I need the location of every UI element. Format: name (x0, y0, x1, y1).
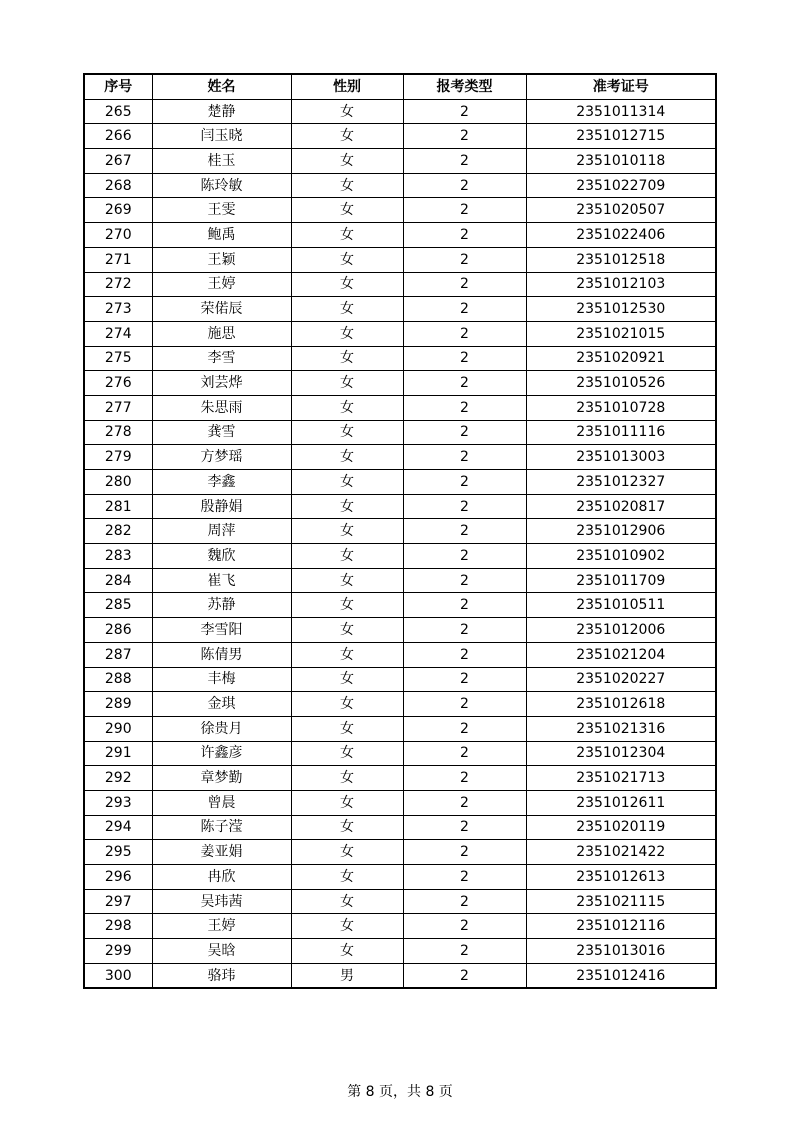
cell-gender: 女 (291, 346, 403, 371)
cell-seq: 288 (84, 667, 152, 692)
cell-exam-type: 2 (403, 667, 526, 692)
cell-name: 殷静娟 (152, 494, 291, 519)
cell-ticket-number: 2351010902 (526, 544, 716, 569)
cell-ticket-number: 2351021316 (526, 716, 716, 741)
cell-ticket-number: 2351020227 (526, 667, 716, 692)
cell-gender: 女 (291, 889, 403, 914)
cell-name: 许鑫彦 (152, 741, 291, 766)
table-row (84, 568, 716, 593)
cell-ticket-number: 2351012715 (526, 124, 716, 149)
table-row (84, 939, 716, 964)
cell-ticket-number: 2351021204 (526, 642, 716, 667)
cell-ticket-number: 2351010118 (526, 149, 716, 174)
cell-gender: 女 (291, 716, 403, 741)
cell-name: 方梦瑶 (152, 445, 291, 470)
cell-gender: 女 (291, 149, 403, 174)
cell-gender: 女 (291, 618, 403, 643)
cell-exam-type: 2 (403, 519, 526, 544)
cell-name: 王雯 (152, 198, 291, 223)
cell-seq: 300 (84, 963, 152, 988)
cell-exam-type: 2 (403, 642, 526, 667)
cell-ticket-number: 2351012304 (526, 741, 716, 766)
cell-ticket-number: 2351012611 (526, 790, 716, 815)
cell-ticket-number: 2351020507 (526, 198, 716, 223)
cell-exam-type: 2 (403, 790, 526, 815)
table-row (84, 642, 716, 667)
cell-seq: 292 (84, 766, 152, 791)
cell-exam-type: 2 (403, 766, 526, 791)
cell-name: 章梦勤 (152, 766, 291, 791)
cell-name: 陈玲敏 (152, 173, 291, 198)
cell-name: 吴玮茜 (152, 889, 291, 914)
cell-exam-type: 2 (403, 297, 526, 322)
cell-exam-type: 2 (403, 470, 526, 495)
table-row (84, 865, 716, 890)
cell-ticket-number: 2351012530 (526, 297, 716, 322)
cell-exam-type: 2 (403, 321, 526, 346)
table-row (84, 124, 716, 149)
table-row (84, 173, 716, 198)
cell-name: 桂玉 (152, 149, 291, 174)
cell-name: 李雪阳 (152, 618, 291, 643)
cell-exam-type: 2 (403, 371, 526, 396)
table-row (84, 346, 716, 371)
header-name: 姓名 (152, 74, 291, 99)
cell-gender: 女 (291, 395, 403, 420)
cell-gender: 女 (291, 642, 403, 667)
cell-exam-type: 2 (403, 395, 526, 420)
cell-seq: 275 (84, 346, 152, 371)
table-row (84, 198, 716, 223)
table-row (84, 272, 716, 297)
table-row (84, 420, 716, 445)
cell-seq: 282 (84, 519, 152, 544)
cell-ticket-number: 2351022709 (526, 173, 716, 198)
cell-exam-type: 2 (403, 445, 526, 470)
cell-gender: 女 (291, 815, 403, 840)
table-row (84, 889, 716, 914)
table-row (84, 99, 716, 124)
cell-ticket-number: 2351012613 (526, 865, 716, 890)
table-row (84, 766, 716, 791)
table-row (84, 790, 716, 815)
cell-gender: 女 (291, 247, 403, 272)
cell-ticket-number: 2351012416 (526, 963, 716, 988)
cell-seq: 284 (84, 568, 152, 593)
cell-ticket-number: 2351022406 (526, 223, 716, 248)
table-row (84, 840, 716, 865)
table-row (84, 247, 716, 272)
table-row (84, 223, 716, 248)
cell-seq: 266 (84, 124, 152, 149)
cell-name: 金琪 (152, 692, 291, 717)
cell-gender: 女 (291, 420, 403, 445)
cell-seq: 290 (84, 716, 152, 741)
cell-ticket-number: 2351021713 (526, 766, 716, 791)
cell-name: 鲍禹 (152, 223, 291, 248)
cell-ticket-number: 2351011709 (526, 568, 716, 593)
cell-exam-type: 2 (403, 420, 526, 445)
cell-seq: 289 (84, 692, 152, 717)
cell-name: 骆玮 (152, 963, 291, 988)
cell-ticket-number: 2351010728 (526, 395, 716, 420)
cell-name: 曾晨 (152, 790, 291, 815)
header-seq: 序号 (84, 74, 152, 99)
cell-exam-type: 2 (403, 593, 526, 618)
cell-seq: 279 (84, 445, 152, 470)
cell-name: 王婷 (152, 914, 291, 939)
cell-exam-type: 2 (403, 272, 526, 297)
cell-exam-type: 2 (403, 692, 526, 717)
roster-table (83, 73, 717, 989)
page-number: 第 8 页，共 8 页 (347, 1084, 453, 1100)
cell-gender: 女 (291, 371, 403, 396)
cell-name: 朱思雨 (152, 395, 291, 420)
cell-seq: 293 (84, 790, 152, 815)
cell-seq: 277 (84, 395, 152, 420)
table-row (84, 494, 716, 519)
cell-seq: 265 (84, 99, 152, 124)
cell-seq: 281 (84, 494, 152, 519)
cell-gender: 女 (291, 568, 403, 593)
header-exam-type: 报考类型 (403, 74, 526, 99)
cell-gender: 女 (291, 223, 403, 248)
cell-ticket-number: 2351021115 (526, 889, 716, 914)
cell-ticket-number: 2351012518 (526, 247, 716, 272)
cell-exam-type: 2 (403, 815, 526, 840)
cell-gender: 女 (291, 939, 403, 964)
cell-name: 周萍 (152, 519, 291, 544)
cell-exam-type: 2 (403, 741, 526, 766)
cell-name: 李雪 (152, 346, 291, 371)
table-row (84, 618, 716, 643)
cell-seq: 291 (84, 741, 152, 766)
cell-gender: 女 (291, 790, 403, 815)
cell-seq: 287 (84, 642, 152, 667)
cell-name: 刘芸烨 (152, 371, 291, 396)
cell-seq: 267 (84, 149, 152, 174)
cell-exam-type: 2 (403, 124, 526, 149)
cell-gender: 女 (291, 544, 403, 569)
table-row (84, 914, 716, 939)
table-body (84, 99, 716, 988)
cell-name: 崔飞 (152, 568, 291, 593)
cell-gender: 女 (291, 914, 403, 939)
cell-exam-type: 2 (403, 544, 526, 569)
cell-exam-type: 2 (403, 865, 526, 890)
cell-gender: 女 (291, 865, 403, 890)
cell-seq: 280 (84, 470, 152, 495)
cell-ticket-number: 2351011314 (526, 99, 716, 124)
cell-gender: 女 (291, 519, 403, 544)
cell-seq: 273 (84, 297, 152, 322)
cell-exam-type: 2 (403, 99, 526, 124)
cell-gender: 女 (291, 198, 403, 223)
cell-seq: 294 (84, 815, 152, 840)
cell-exam-type: 2 (403, 939, 526, 964)
cell-gender: 女 (291, 593, 403, 618)
cell-ticket-number: 2351012327 (526, 470, 716, 495)
cell-name: 荣偌辰 (152, 297, 291, 322)
header-ticket-number: 准考证号 (526, 74, 716, 99)
cell-ticket-number: 2351013003 (526, 445, 716, 470)
cell-ticket-number: 2351020817 (526, 494, 716, 519)
table-header (84, 74, 716, 99)
cell-name: 徐贵月 (152, 716, 291, 741)
table-row (84, 692, 716, 717)
cell-gender: 女 (291, 470, 403, 495)
cell-gender: 女 (291, 667, 403, 692)
cell-seq: 268 (84, 173, 152, 198)
cell-exam-type: 2 (403, 716, 526, 741)
table-row (84, 519, 716, 544)
cell-name: 闫玉晓 (152, 124, 291, 149)
cell-ticket-number: 2351010526 (526, 371, 716, 396)
cell-seq: 298 (84, 914, 152, 939)
cell-exam-type: 2 (403, 914, 526, 939)
cell-ticket-number: 2351012116 (526, 914, 716, 939)
cell-exam-type: 2 (403, 149, 526, 174)
cell-name: 龚雪 (152, 420, 291, 445)
roster-sheet (83, 73, 715, 989)
cell-gender: 女 (291, 445, 403, 470)
cell-gender: 女 (291, 321, 403, 346)
cell-gender: 女 (291, 173, 403, 198)
table-row (84, 470, 716, 495)
cell-exam-type: 2 (403, 494, 526, 519)
cell-name: 吴晗 (152, 939, 291, 964)
cell-name: 姜亚娟 (152, 840, 291, 865)
cell-exam-type: 2 (403, 889, 526, 914)
cell-name: 施思 (152, 321, 291, 346)
cell-exam-type: 2 (403, 568, 526, 593)
cell-ticket-number: 2351012618 (526, 692, 716, 717)
table-row (84, 963, 716, 988)
cell-name: 李鑫 (152, 470, 291, 495)
cell-exam-type: 2 (403, 247, 526, 272)
cell-name: 丰梅 (152, 667, 291, 692)
cell-name: 王颖 (152, 247, 291, 272)
cell-ticket-number: 2351013016 (526, 939, 716, 964)
table-row (84, 544, 716, 569)
cell-seq: 278 (84, 420, 152, 445)
cell-seq: 286 (84, 618, 152, 643)
cell-gender: 女 (291, 99, 403, 124)
cell-name: 苏静 (152, 593, 291, 618)
cell-gender: 女 (291, 741, 403, 766)
cell-gender: 女 (291, 766, 403, 791)
cell-ticket-number: 2351012906 (526, 519, 716, 544)
cell-exam-type: 2 (403, 618, 526, 643)
cell-gender: 女 (291, 297, 403, 322)
table-row (84, 297, 716, 322)
table-row (84, 395, 716, 420)
cell-seq: 269 (84, 198, 152, 223)
cell-name: 楚静 (152, 99, 291, 124)
table-row (84, 371, 716, 396)
cell-seq: 296 (84, 865, 152, 890)
cell-seq: 283 (84, 544, 152, 569)
table-row (84, 593, 716, 618)
cell-ticket-number: 2351020119 (526, 815, 716, 840)
cell-ticket-number: 2351011116 (526, 420, 716, 445)
cell-gender: 女 (291, 692, 403, 717)
cell-gender: 女 (291, 494, 403, 519)
cell-exam-type: 2 (403, 840, 526, 865)
cell-ticket-number: 2351021015 (526, 321, 716, 346)
table-row (84, 815, 716, 840)
cell-seq: 270 (84, 223, 152, 248)
cell-gender: 女 (291, 840, 403, 865)
cell-exam-type: 2 (403, 198, 526, 223)
header-row (84, 74, 716, 99)
cell-gender: 女 (291, 124, 403, 149)
cell-name: 王婷 (152, 272, 291, 297)
cell-ticket-number: 2351021422 (526, 840, 716, 865)
cell-seq: 299 (84, 939, 152, 964)
cell-seq: 297 (84, 889, 152, 914)
cell-exam-type: 2 (403, 346, 526, 371)
cell-seq: 271 (84, 247, 152, 272)
cell-seq: 295 (84, 840, 152, 865)
table-row (84, 321, 716, 346)
cell-ticket-number: 2351012103 (526, 272, 716, 297)
table-row (84, 716, 716, 741)
cell-seq: 285 (84, 593, 152, 618)
header-gender: 性别 (291, 74, 403, 99)
table-row (84, 741, 716, 766)
cell-exam-type: 2 (403, 173, 526, 198)
cell-name: 冉欣 (152, 865, 291, 890)
cell-gender: 女 (291, 272, 403, 297)
table-row (84, 445, 716, 470)
cell-name: 陈倩男 (152, 642, 291, 667)
cell-seq: 276 (84, 371, 152, 396)
cell-exam-type: 2 (403, 963, 526, 988)
cell-seq: 272 (84, 272, 152, 297)
cell-exam-type: 2 (403, 223, 526, 248)
cell-name: 魏欣 (152, 544, 291, 569)
cell-seq: 274 (84, 321, 152, 346)
table-row (84, 149, 716, 174)
cell-name: 陈子滢 (152, 815, 291, 840)
cell-ticket-number: 2351010511 (526, 593, 716, 618)
cell-gender: 男 (291, 963, 403, 988)
cell-ticket-number: 2351012006 (526, 618, 716, 643)
cell-ticket-number: 2351020921 (526, 346, 716, 371)
table-row (84, 667, 716, 692)
